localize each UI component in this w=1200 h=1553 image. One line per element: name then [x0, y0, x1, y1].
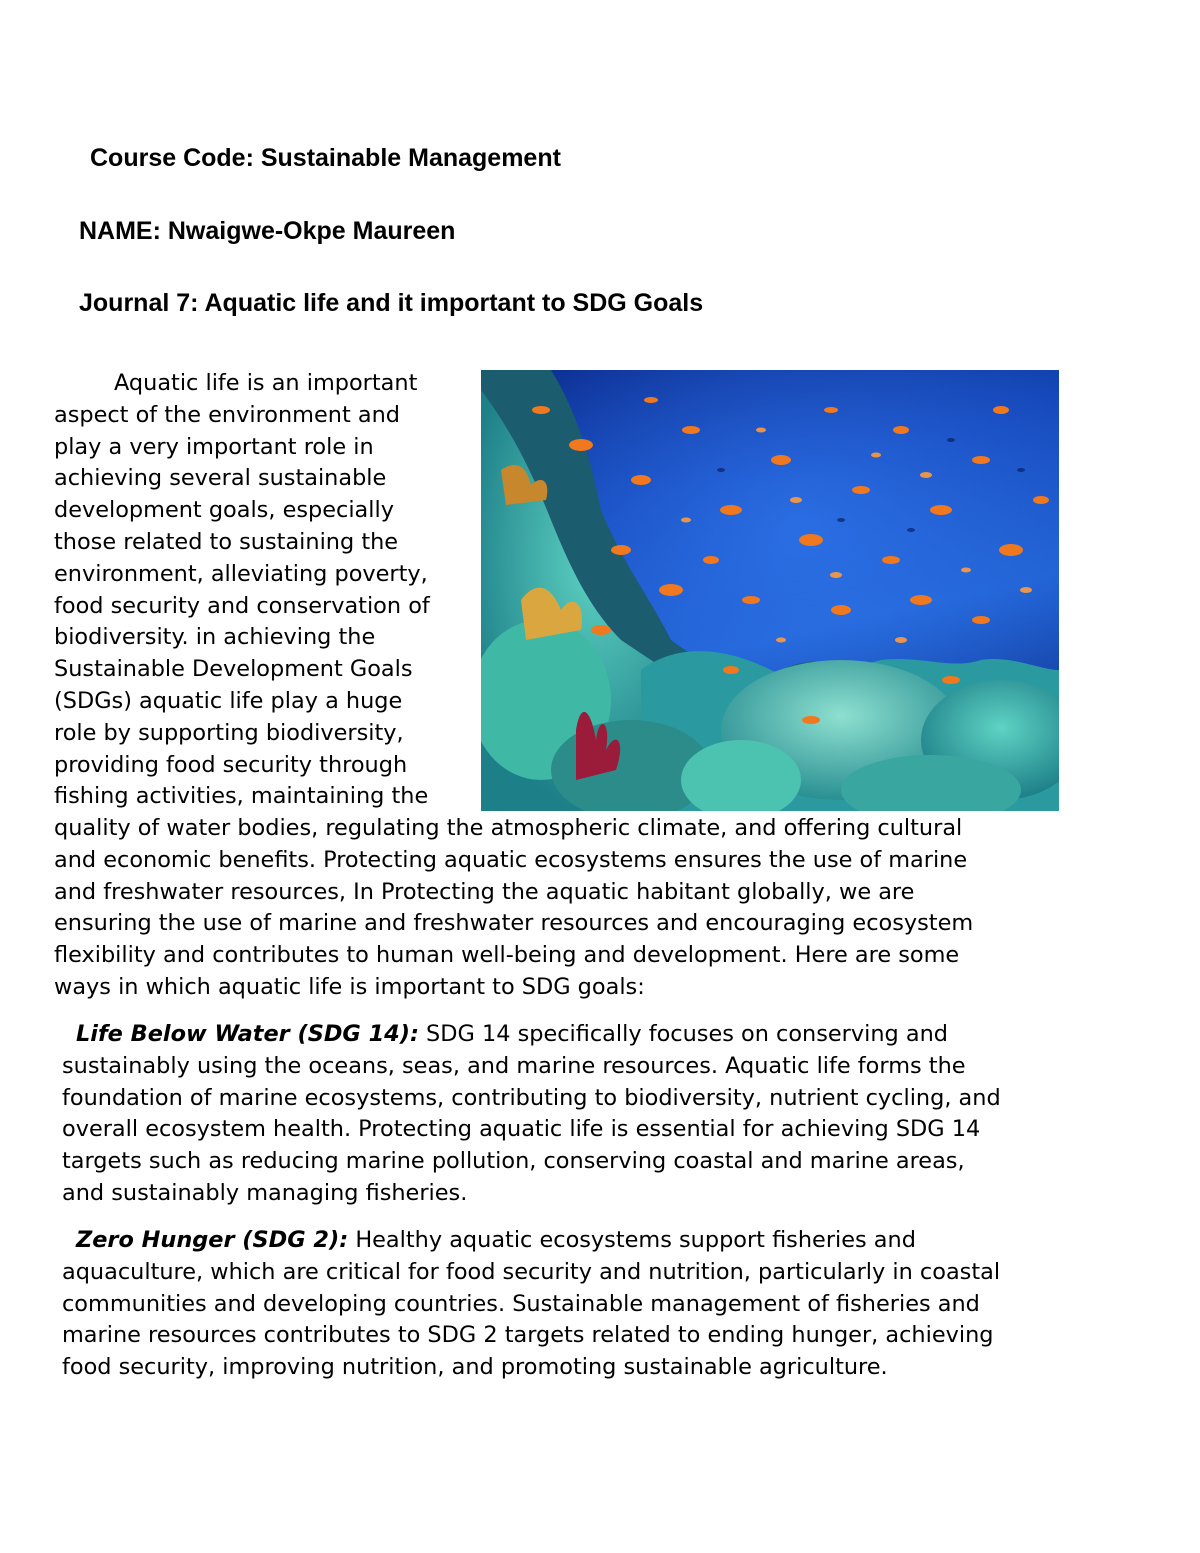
text-line: aquaculture, which are critical for food security and nutrition, particularly in coastal	[62, 1258, 1001, 1285]
text-line: communities and developing countries. Sustainable management of fisheries and	[62, 1290, 980, 1317]
coral-reef-illustration	[481, 370, 1059, 811]
text-line: Life Below Water (SDG 14): SDG 14 specifically focuses on conserving and	[76, 1021, 948, 1047]
text-line: and sustainably managing fisheries.	[62, 1179, 468, 1206]
intro-left-column	[54, 368, 474, 813]
sdg2-lead: Zero Hunger (SDG 2):	[76, 1227, 349, 1253]
text-line: role by supporting biodiversity,	[54, 719, 404, 746]
text-line: fishing activities, maintaining the	[54, 783, 429, 810]
text-line: Sustainable Development Goals	[54, 656, 413, 683]
sdg14-lead: Life Below Water (SDG 14):	[76, 1021, 419, 1047]
text-line: those related to sustaining the	[54, 528, 399, 555]
text-line: and economic benefits. Protecting aquatic ecosystems ensures the use of marine	[54, 846, 968, 873]
text-line: ensuring the use of marine and freshwater resources and encouraging ecosystem	[54, 910, 974, 937]
text-line: marine resources contributes to SDG 2 targets related to ending hunger, achieving	[62, 1322, 994, 1349]
text-line: biodiversity. in achieving the	[54, 624, 376, 651]
text-line: Aquatic life is an important	[114, 370, 418, 396]
text-line: development goals, especially	[54, 497, 394, 524]
text-line: achieving several sustainable	[54, 465, 387, 492]
text-line: Zero Hunger (SDG 2): Healthy aquatic ecosystems support fisheries and	[76, 1227, 916, 1253]
journal-title-heading: Journal 7: Aquatic life and it important to SDG Goals	[79, 289, 704, 317]
text-line: flexibility and contributes to human well-being and development. Here are some	[54, 942, 960, 969]
coral-reef-photo	[481, 370, 1059, 811]
sdg2-paragraph	[62, 1225, 1162, 1384]
text-line: providing food security through	[54, 751, 408, 778]
text-line: sustainably using the oceans, seas, and marine resources. Aquatic life forms the	[62, 1052, 966, 1079]
intro-full-width	[54, 813, 1154, 1004]
text-line: targets such as reducing marine pollution, conserving coastal and marine areas,	[62, 1148, 965, 1175]
text-line: environment, alleviating poverty,	[54, 560, 428, 587]
text-line: (SDGs) aquatic life play a huge	[54, 687, 403, 714]
course-code-heading: Course Code: Sustainable Management	[90, 144, 561, 172]
sdg14-paragraph	[62, 1019, 1162, 1210]
text-line: quality of water bodies, regulating the atmospheric climate, and offering cultural	[54, 815, 963, 841]
text-line: food security, improving nutrition, and promoting sustainable agriculture.	[62, 1354, 888, 1381]
text-line: food security and conservation of	[54, 592, 430, 619]
text-line: play a very important role in	[54, 433, 374, 460]
text-line: aspect of the environment and	[54, 401, 400, 428]
text-line: ways in which aquatic life is important to SDG goals:	[54, 973, 645, 1000]
text-line: foundation of marine ecosystems, contributing to biodiversity, nutrient cycling, and	[62, 1084, 1001, 1111]
text-line: overall ecosystem health. Protecting aquatic life is essential for achieving SDG 14	[62, 1116, 981, 1143]
text-line: and freshwater resources, In Protecting the aquatic habitant globally, we are	[54, 878, 915, 905]
name-heading: NAME: Nwaigwe-Okpe Maureen	[79, 217, 456, 245]
